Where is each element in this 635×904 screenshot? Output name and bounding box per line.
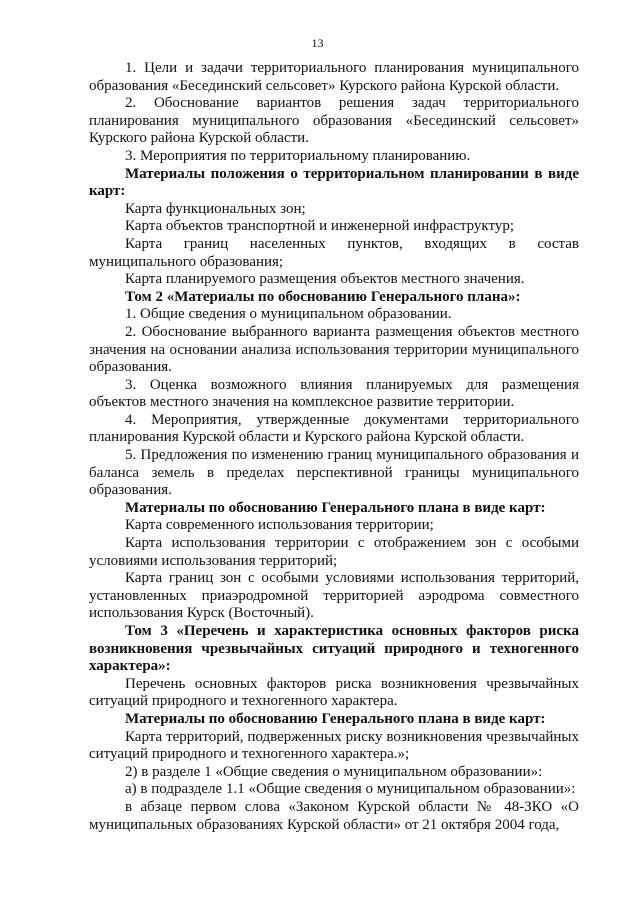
paragraph-risk-factors-list: Перечень основных факторов риска возникновения чрезвычайных ситуаций природного и техногенного характера.: [89, 675, 579, 710]
heading-materials-position-maps: Материалы положения о территориальном планировании в виде карт:: [89, 165, 579, 200]
page-number: 13: [311, 36, 324, 50]
paragraph-map-local-objects: Карта планируемого размещения объектов местного значения.: [125, 271, 525, 288]
paragraph-map-functional-zones: Карта функциональных зон;: [125, 200, 306, 217]
paragraph-section-1: 2) в разделе 1 «Общие сведения о муниципальном образовании»:: [125, 763, 543, 780]
paragraph-vol2-item-5: 5. Предложения по изменению границ муниципального образования и баланса земель в пределах перспективной границы муниципального образования.: [89, 447, 579, 499]
paragraph-3: 3. Мероприятия по территориальному планированию.: [125, 147, 471, 164]
paragraph-map-settlement-borders: Карта границ населенных пунктов, входящих в состав муниципального образования;: [89, 235, 579, 270]
document-body: [89, 60, 579, 834]
paragraph-subsection-1-1: а) в подразделе 1.1 «Общие сведения о муниципальном образовании»:: [125, 781, 576, 798]
paragraph-map-risk-territories: Карта территорий, подверженных риску возникновения чрезвычайных ситуаций природного и техногенного характера.»;: [89, 728, 579, 763]
paragraph-map-airfield-zones: Карта границ зон с особыми условиями использования территорий, установленных приаэродромной территорией аэродрома совместного использования Курск (Восточный).: [89, 570, 579, 622]
paragraph-map-current-use: Карта современного использования территории;: [125, 517, 434, 534]
paragraph-vol2-item-3: 3. Оценка возможного влияния планируемых для размещения объектов местного значения на комплексное развитие территории.: [89, 376, 579, 411]
paragraph-vol2-item-1: 1. Общие сведения о муниципальном образовании.: [125, 306, 452, 323]
paragraph-first-abzats: в абзаце первом слова «Законом Курской области № 48-ЗКО «О муниципальных образованиях Курской области» от 21 октября 2004 года,: [89, 798, 579, 833]
paragraph-vol2-item-2: 2. Обоснование выбранного варианта размещения объектов местного значения на основании анализа использования территории муниципального образования.: [89, 323, 579, 376]
paragraph-vol2-item-4: 4. Мероприятия, утвержденные документами территориального планирования Курской области и Курского района Курской области.: [89, 411, 579, 446]
heading-volume-2: Том 2 «Материалы по обоснованию Генерального плана»:: [125, 288, 521, 305]
paragraph-map-infrastructure: Карта объектов транспортной и инженерной инфраструктур;: [125, 218, 515, 235]
heading-volume-3: Том 3 «Перечень и характеристика основных факторов риска возникновения чрезвычайных ситуаций природного и техногенного характера»:: [89, 623, 579, 675]
paragraph-1: 1. Цели и задачи территориального планирования муниципального образования «Бесединский сельсовет» Курского района Курской области.: [89, 60, 579, 94]
paragraph-map-special-zones: Карта использования территории с отображением зон с особыми условиями использования территорий;: [89, 535, 579, 569]
heading-materials-justification-maps-2: Материалы по обоснованию Генерального плана в виде карт:: [125, 710, 546, 727]
paragraph-2: 2. Обоснование вариантов решения задач территориального планирования муниципального образования «Бесединский сельсовет» Курского района Курской области.: [89, 95, 579, 147]
heading-materials-justification-maps: Материалы по обоснованию Генерального плана в виде карт:: [125, 499, 546, 516]
